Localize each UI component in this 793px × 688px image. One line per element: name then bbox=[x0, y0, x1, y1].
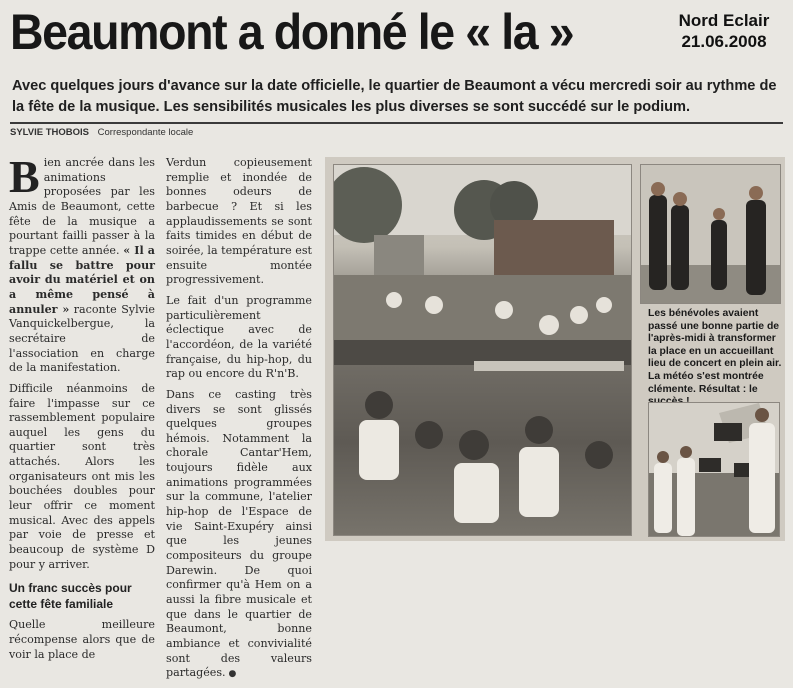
paragraph-text: Dans ce casting très divers se sont glissés quelques groupes hémois. Notamment la chorale Cantar'Hem, toujours fidèle aux animations programmées sur la commune, l'atelier hip-hop de l'Espace de vie Saint-Exupéry ainsi que les jeunes compositeurs du groupe Darewin. De quoi confirmer qu'à Hem on a aussi la fibre musicale et que dans le quartier de Beaumont, bonne ambiance et convivialité sont des valeurs partagées. bbox=[166, 387, 312, 680]
dancers-photo bbox=[640, 164, 781, 304]
end-of-article-icon: ● bbox=[228, 669, 237, 680]
paragraph-text: raconte Sylvie Vanquickelbergue, la secrétaire de l'association en charge de la manifestation. bbox=[9, 302, 155, 375]
article-paragraph: Quelle meilleure récompense alors que de voir la place de bbox=[9, 618, 155, 661]
article-paragraph: Le fait d'un programme particulièrement éclectique avec de l'accordéon, de la variété française, du hip-hop, du rap ou encore du R'n'B. bbox=[166, 293, 312, 381]
newspaper-name: Nord Eclair bbox=[678, 11, 770, 30]
byline-role: Correspondante locale bbox=[97, 127, 194, 138]
dancers-photo-illustration bbox=[641, 165, 780, 303]
article-paragraph: Difficile néanmoins de faire l'impasse sur ce rassemblement populaire auquel les gens du quartier sont très attachés. Alors les organisateurs ont mis les bouchées doubles pour leur offrir ce moment musical. Avec des appels par voie de presse et beaucoup de système D pour y arriver. bbox=[9, 381, 155, 571]
crowd-photo-illustration bbox=[334, 165, 631, 535]
lede-paragraph: Avec quelques jours d'avance sur la date officielle, le quartier de Beaumont a vécu mercredi soir au rythme de la fête de la musique. Les sensibilités musicales les plus diverses se sont succédé sur le podium. bbox=[12, 78, 777, 115]
newspaper-source bbox=[669, 10, 779, 52]
article-subhead: Un franc succès pour cette fête familiale bbox=[9, 581, 132, 612]
choir-photo-illustration bbox=[649, 403, 779, 536]
pull-quote: « Il a fallu se battre pour avoir du matériel et on a même pensé à annuler » bbox=[9, 243, 155, 316]
lede-divider bbox=[10, 122, 783, 124]
article-paragraph bbox=[166, 388, 312, 682]
article-column-1 bbox=[9, 151, 155, 668]
byline bbox=[10, 127, 193, 138]
paragraph-text: ien ancrée dans les animations proposées par les Amis de Beaumont, cette fête de la musique a pourtant failli passer à la trappe cette année. bbox=[9, 156, 155, 257]
article-paragraph bbox=[9, 151, 155, 376]
byline-author: SYLVIE THOBOIS bbox=[10, 127, 90, 138]
article-paragraph: Verdun copieusement remplie et inondée de bonnes odeurs de barbecue ? Et si les applaudissements se sont faits timides en début de soirée, la température est ensuite montée progressivement. bbox=[166, 156, 312, 287]
headline: Beaumont a donné le « la » bbox=[10, 4, 574, 60]
photo-caption: Les bénévoles avaient passé une bonne partie de l'après-midi à transformer la place en un accueillant lieu de concert en plein air. La météo s'est montrée clémente. Résultat : le bbox=[648, 308, 782, 395]
article-column-2 bbox=[166, 156, 312, 688]
publication-date: 21.06.2008 bbox=[681, 32, 767, 51]
crowd-photo bbox=[333, 164, 632, 536]
choir-photo bbox=[648, 402, 780, 537]
drop-cap: B bbox=[9, 151, 40, 202]
